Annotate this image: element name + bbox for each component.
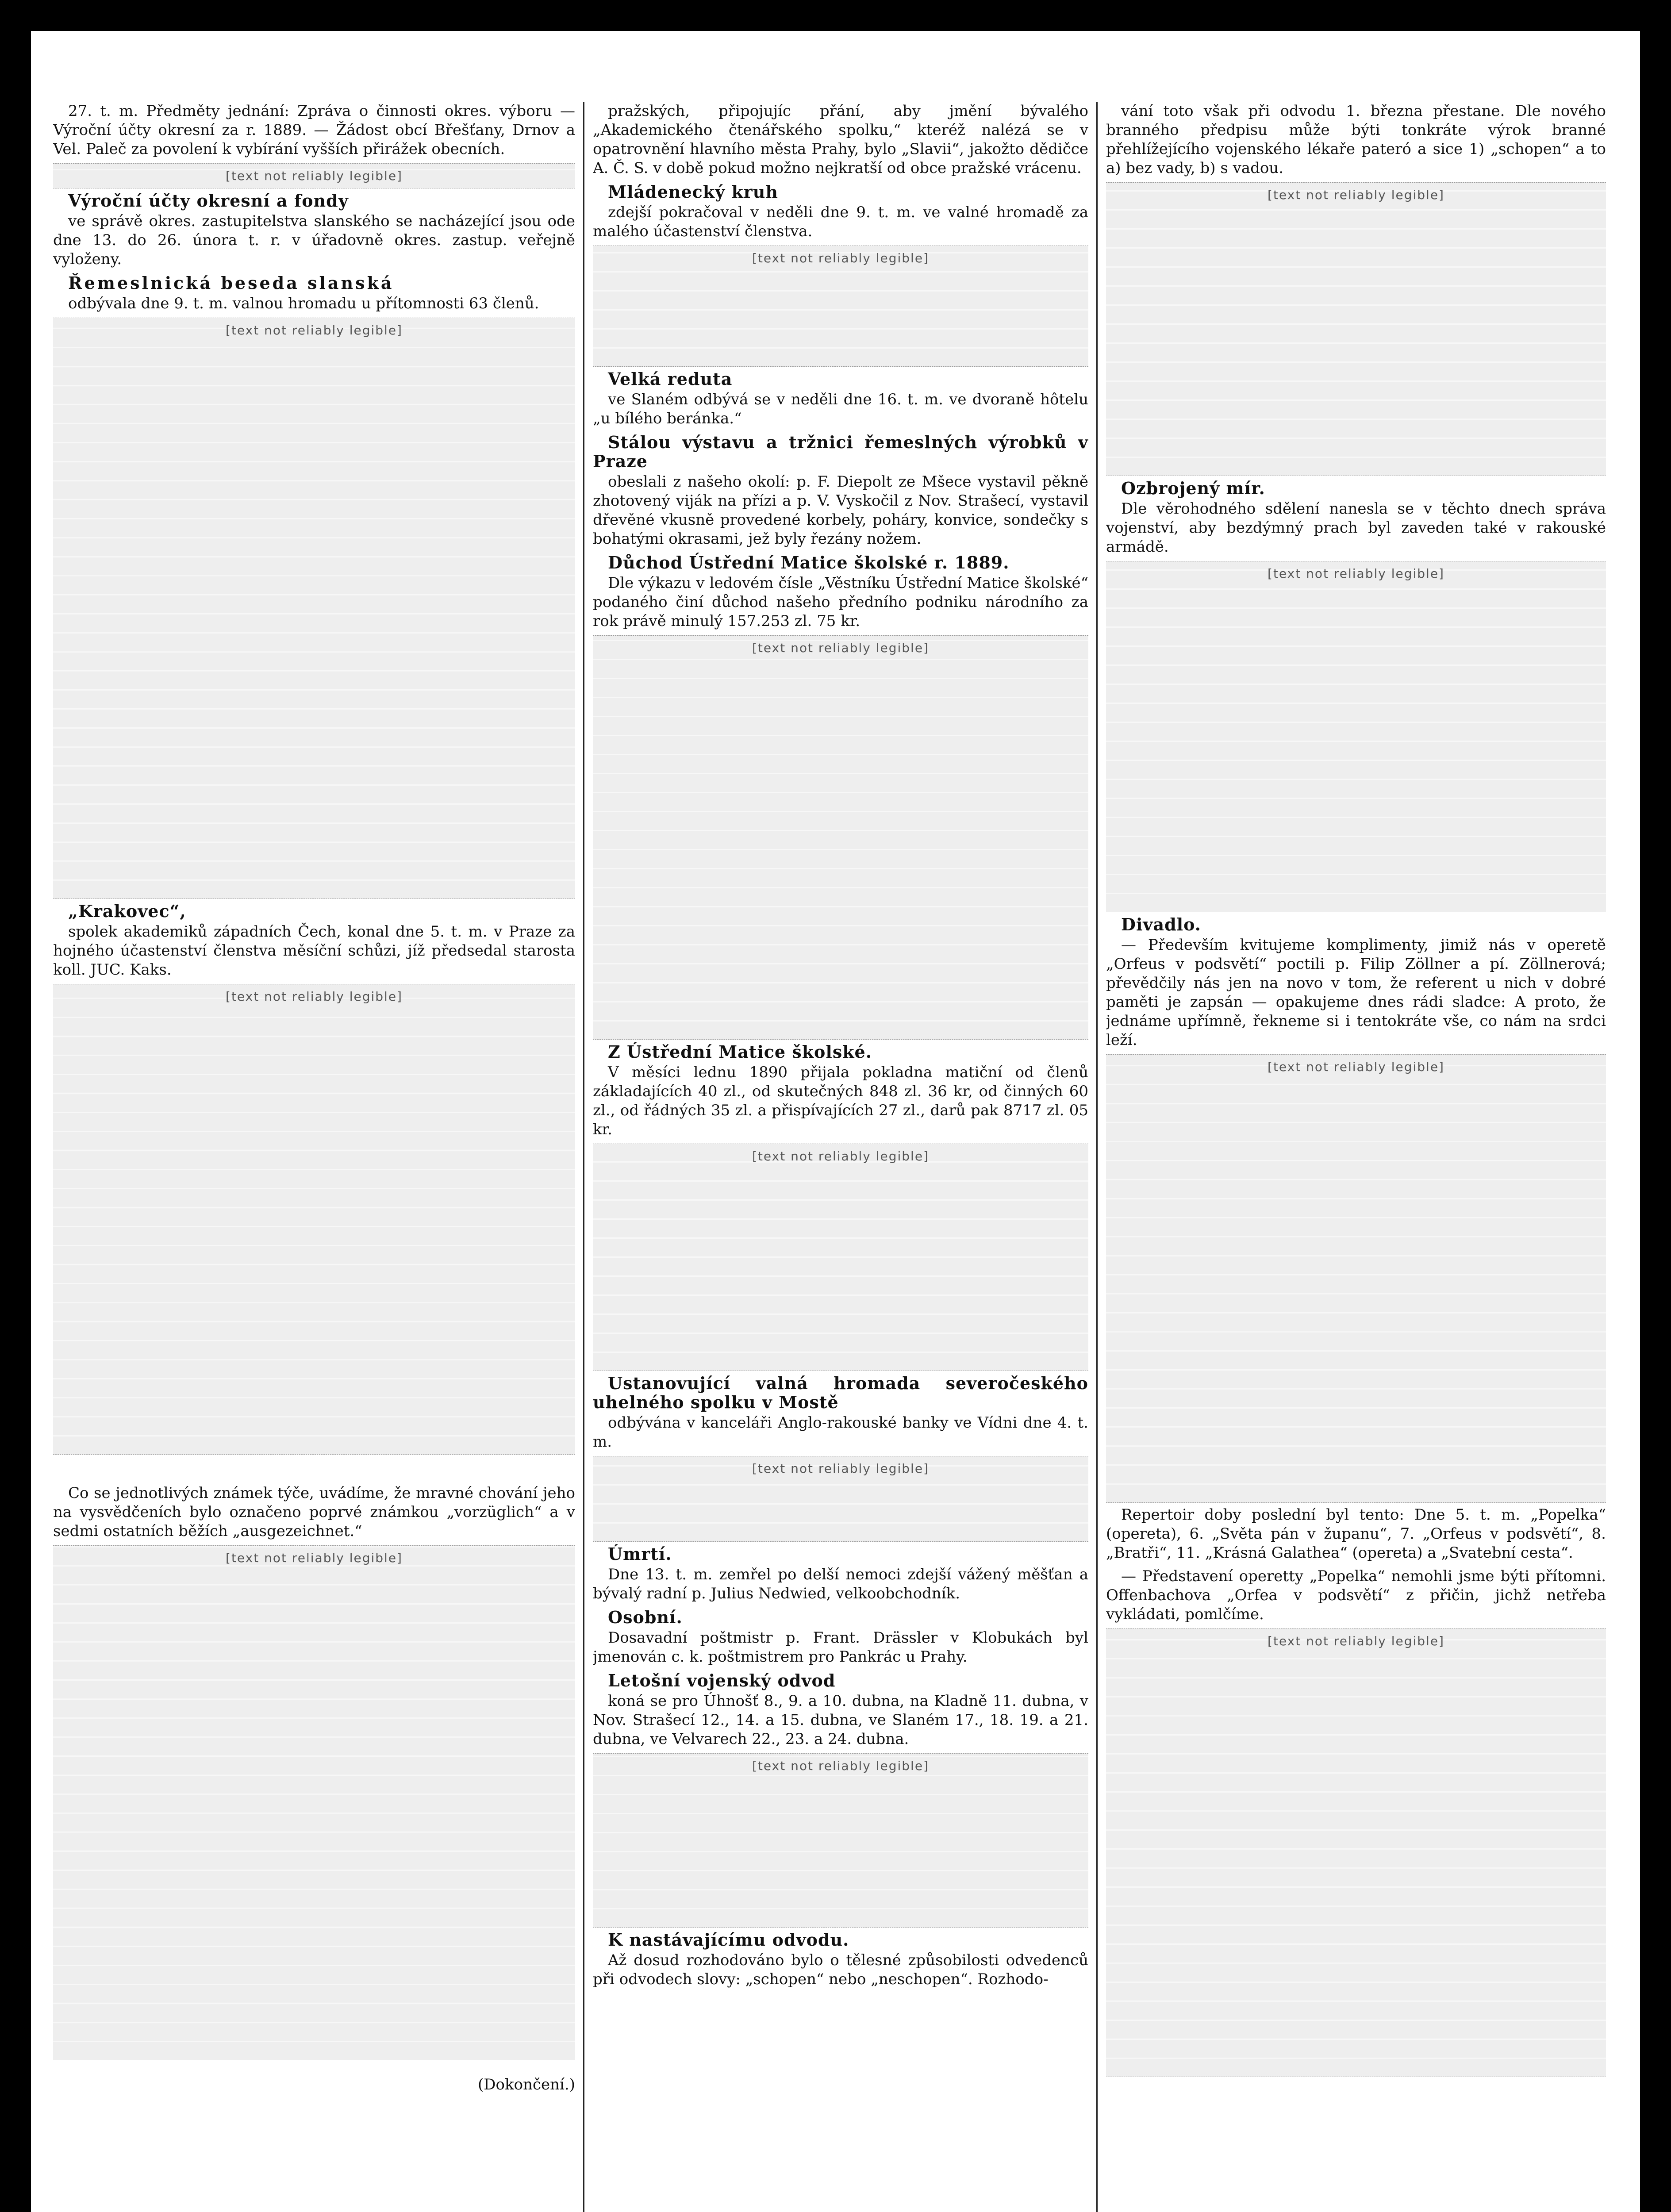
section-heading: K nastávajícímu odvodu. [608, 1930, 849, 1950]
article-text: — Především kvitujeme komplimenty, jimiž nás v operetě „Orfeus v podsvětí“ poctili p. Filip Zöllner a pí. Zöllnerová; převědčily nás jen na novo v tom, že referent u nich v dobré paměti je zapsán — opakujeme dnes rádi sladce: A proto, že jednáme upřímně, řekneme si i tentokráte vše, co nám na srdci leží. [1106, 936, 1606, 1049]
article-text: vání toto však při odvodu 1. března přestane. Dle nového branného předpisu může býti tonkráte výrok branné přehlížejícího vojenského lékaře pateró a sice 1) „schopen“ a to a) bez vady, b) s vadou. [1106, 102, 1606, 177]
section-heading: Důchod Ústřední Matice školské r. 1889. [608, 553, 1010, 572]
article-text: obeslali z našeho okolí: p. F. Diepolt ze Mšece vystavil pěkně zhotovený viják na přízi a p. V. Vyskočil z Nov. Strašecí, vystavil dřevěné vkusně provedené korbely, poháry, konvice, sondečky s bohatými okrasami, jež byly řezány nožem. [593, 473, 1088, 548]
illegible-block: [text not reliably legible] [593, 246, 1088, 367]
scan-border-top [0, 0, 1671, 31]
column-2 [593, 102, 1088, 2212]
column-divider-1 [583, 102, 584, 2212]
article-text: Co se jednotlivých známek týče, uvádíme, že mravné chování jeho na vysvědčeních bylo označeno poprvé známkou „vorzüglich“ a v sedmi ostatních běžích „ausgezeichnet.“ [53, 1484, 575, 1540]
article-text: ve správě okres. zastupitelstva slanského se nacházející jsou ode dne 13. do 26. února t. r. v úřadovně okres. zastup. veřejně vyloženy. [53, 212, 575, 268]
column-divider-2 [1096, 102, 1098, 2212]
article-text: koná se pro Úhnošť 8., 9. a 10. dubna, na Kladně 11. dubna, v Nov. Strašecí 12., 14. a 15. dubna, ve Slaném 17., 18. 19. a 21. dubna, ve Velvarech 22., 23. a 24. dubna. [593, 1692, 1088, 1748]
section-heading: Ustanovující valná hromada severočeského uhelného spolku v Mostě [593, 1373, 1088, 1412]
illegible-block: [text not reliably legible] [593, 1456, 1088, 1542]
illegible-block: [text not reliably legible] [593, 1753, 1088, 1928]
article-text: Dle věrohodného sdělení nanesla se v těchto dnech správa vojenství, aby bezdýmný prach byl zaveden také v rakouské armádě. [1106, 500, 1606, 556]
illegible-block: [text not reliably legible] [53, 163, 575, 188]
section-heading: Divadlo. [1121, 914, 1202, 934]
section-heading: Úmrtí. [608, 1544, 672, 1564]
article-text: ve Slaném odbývá se v neděli dne 16. t. m. ve dvoraně hôtelu „u bílého beránka.“ [593, 391, 1088, 427]
article-text: 27. t. m. Předměty jednání: Zpráva o činnosti okres. výboru — Výroční účty okresní za r. 1889. — Žádost obcí Břešťany, Drnov a Vel. Paleč za povolení k vybírání vyšších přirážek obecních. [53, 102, 575, 158]
section-heading: Mládenecký kruh [608, 182, 779, 202]
article-text: odbývána v kanceláři Anglo-rakouské banky ve Vídni dne 4. t. m. [593, 1414, 1088, 1451]
column-1 [53, 102, 575, 2212]
scan-border-left [0, 0, 31, 2212]
section-heading: Stálou výstavu a tržnici řemeslných výrobků v Praze [593, 432, 1088, 471]
scan-border-right [1640, 0, 1671, 2212]
continuation-note: (Dokončení.) [478, 2076, 575, 2093]
section-heading: Výroční účty okresní a fondy [68, 191, 349, 211]
section-heading: „Krakovec“, [68, 901, 186, 921]
section-heading: Řemeslnická beseda slanská [68, 273, 394, 293]
section-heading: Letošní vojenský odvod [608, 1671, 836, 1690]
article-text: Dle výkazu v ledovém čísle „Věstníku Ústřední Matice školské“ podaného činí důchod našeho předního podniku národního za rok právě minulý 157.253 zl. 75 kr. [593, 574, 1088, 630]
section-heading: Osobní. [608, 1607, 683, 1627]
illegible-block: [text not reliably legible] [1106, 182, 1606, 476]
illegible-block: [text not reliably legible] [593, 635, 1088, 1040]
column-3 [1106, 102, 1606, 2212]
illegible-block: [text not reliably legible] [1106, 1628, 1606, 2077]
article-text: spolek akademiků západních Čech, konal dne 5. t. m. v Praze za hojného účastenství členstva měsíční schůzi, jíž předsedal starosta koll. JUC. Kaks. [53, 923, 575, 979]
article-text: pražských, připojujíc přání, aby jmění bývalého „Akademického čtenářského spolku,“ kteréž nalézá se v opatrovnění hlavního města Prahy, bylo „Slavii“, jakožto dědičce A. Č. S. v době pokud možno nejkratší od obce pražské vrácenu. [593, 102, 1088, 177]
article-text: — Představení operetty „Popelka“ nemohli jsme býti přítomni. Offenbachova „Orfea v podsvětí“ z přičin, jichž netřeba vykládati, pomlčíme. [1106, 1567, 1606, 1623]
article-text: Až dosud rozhodováno bylo o tělesné způsobilosti odvedenců při odvodech slovy: „schopen“ nebo „neschopen“. Rozhodo- [593, 1951, 1088, 1988]
illegible-block: [text not reliably legible] [593, 1144, 1088, 1371]
illegible-block: [text not reliably legible] [1106, 1054, 1606, 1503]
illegible-block: [text not reliably legible] [53, 984, 575, 1455]
section-heading: Ozbrojený mír. [1121, 478, 1265, 498]
illegible-block: [text not reliably legible] [1106, 561, 1606, 912]
article-text: Repertoir doby poslední byl tento: Dne 5. t. m. „Popelka“ (opereta), 6. „Světa pán v županu“, 7. „Orfeus v podsvětí“, 8. „Bratři“, 11. „Krásná Galathea“ (opereta) a „Svatební cesta“. [1106, 1506, 1606, 1562]
illegible-block: [text not reliably legible] [53, 1545, 575, 2060]
article-text: V měsíci lednu 1890 přijala pokladna matiční od členů základajících 40 zl., od skutečných 848 zl. 36 kr, od činných 60 zl., od řádných 35 zl. a přispívajících 27 zl., darů pak 8717 zl. 05 kr. [593, 1064, 1088, 1138]
illegible-block: [text not reliably legible] [53, 318, 575, 899]
article-text: zdejší pokračoval v neděli dne 9. t. m. ve valné hromadě za malého účastenství členstva. [593, 204, 1088, 240]
article-text: Dosavadní poštmistr p. Frant. Drässler v Klobukách byl jmenován c. k. poštmistrem pro Pankrác u Prahy. [593, 1629, 1088, 1666]
section-heading: Z Ústřední Matice školské. [608, 1042, 872, 1062]
article-text: Dne 13. t. m. zemřel po delší nemoci zdejší vážený měšťan a bývalý radní p. Julius Nedwied, velkoobchodník. [593, 1566, 1088, 1602]
article-text: odbývala dne 9. t. m. valnou hromadu u přítomnosti 63 členů. [68, 295, 539, 312]
section-heading: Velká reduta [608, 369, 733, 389]
